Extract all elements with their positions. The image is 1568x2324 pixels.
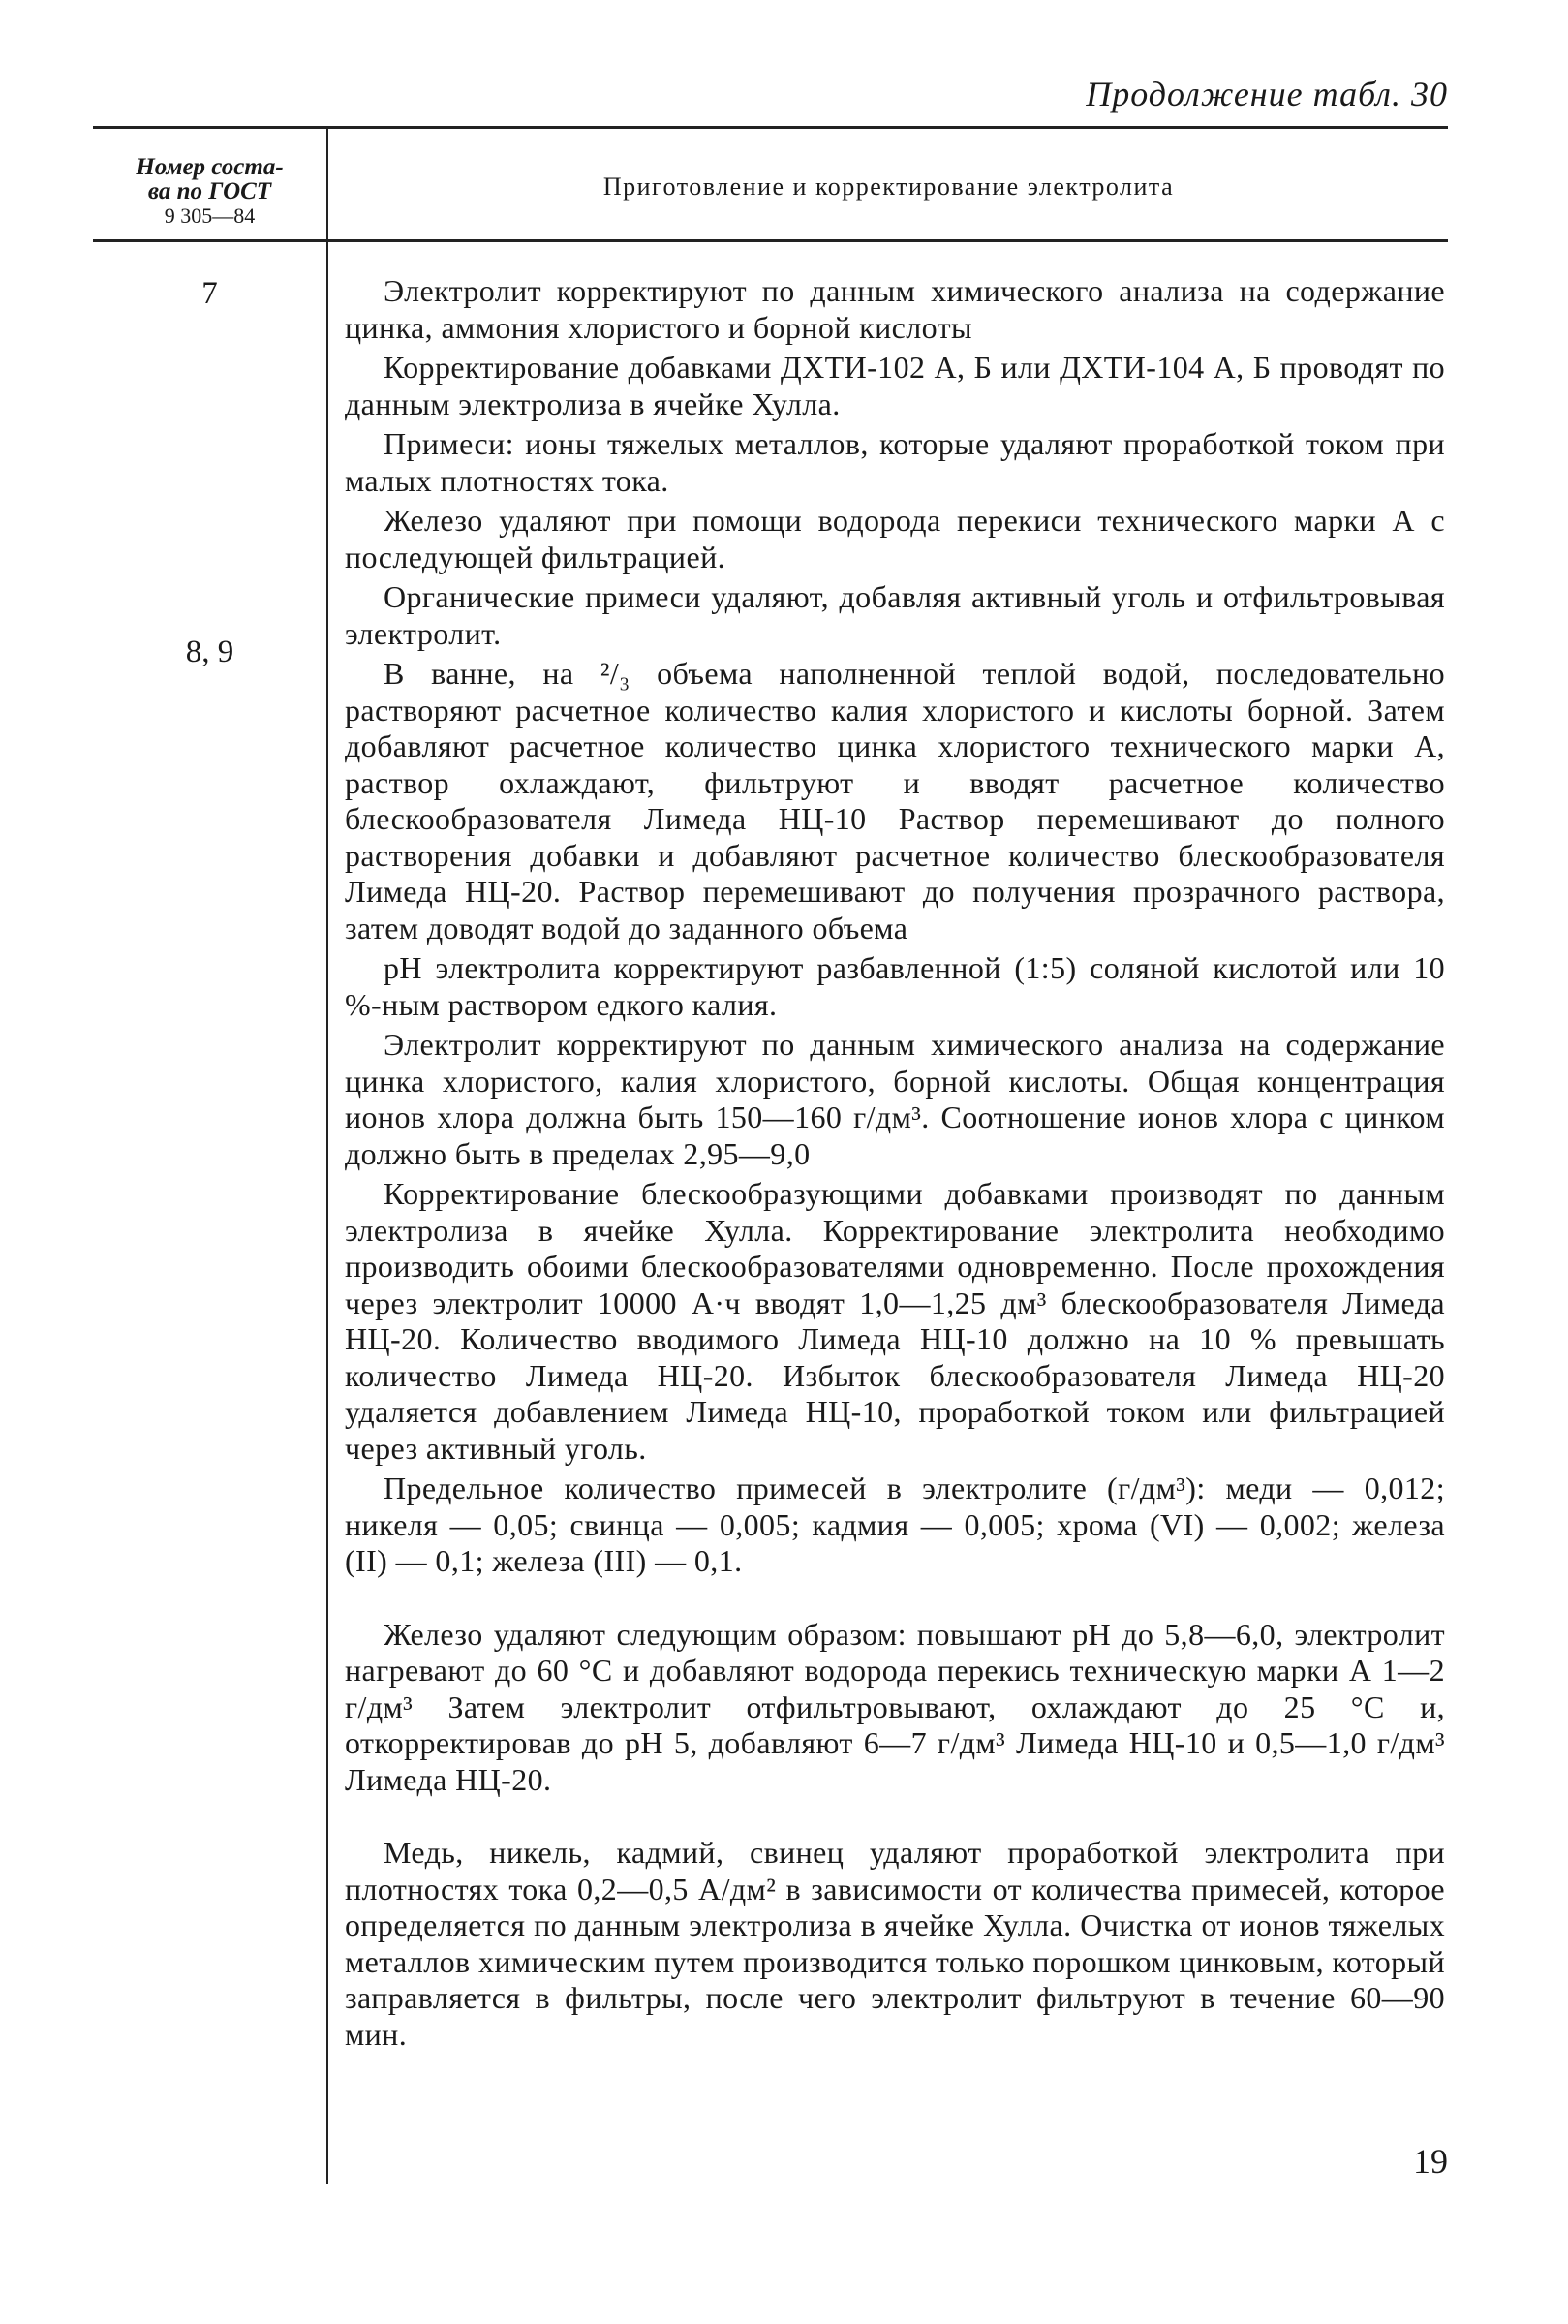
column-header-composition-number bbox=[93, 155, 326, 228]
paragraph: Железо удаляют при помощи водорода перекиси технического марки А с последующей фильтрацией. bbox=[345, 503, 1445, 574]
paragraph: Органические примеси удаляют, добавляя активный уголь и отфильтровывая электролит. bbox=[345, 579, 1445, 651]
header-column-divider bbox=[326, 128, 328, 239]
paragraph: Электролит корректируют по данным химического анализа на содержание цинка хлористого, калия хлористого, борной кислоты. Общая концентрация ионов хлора должна быть 150—160 г/дм³. Соотношение ионов хлора с цинком должно быть в пределах 2,95—9,0 bbox=[345, 1027, 1445, 1171]
paragraph: Корректирование блескообразующими добавками производят по данным электролиза в ячейке Хулла. Корректирование электролита необходимо производить обоими блескообразователями одновременно. После прохождения через электролит 10000 А·ч вводят 1,0—1,25 дм³ блескообразователя Лимеда НЦ-20. Количество вводимого Лимеда НЦ-10 должно на 10 % превышать количество Лимеда НЦ-20. Избыток блескообразователя Лимеда НЦ-20 удаляется добавлением Лимеда НЦ-10, проработкой током или фильтрацией через активный уголь. bbox=[345, 1176, 1445, 1466]
body-column-divider bbox=[326, 240, 328, 2184]
page-number: 19 bbox=[1413, 2142, 1448, 2181]
table-continuation-title: Продолжение табл. 30 bbox=[1086, 75, 1448, 113]
paragraph: Корректирование добавками ДХТИ-102 А, Б или ДХТИ-104 А, Б проводят по данным электролиза в ячейке Хулла. bbox=[345, 350, 1445, 421]
column-header-preparation: Приготовление и корректирование электролита bbox=[602, 172, 1175, 201]
header-bottom-rule bbox=[93, 239, 1448, 242]
preparation-text bbox=[345, 273, 1445, 2057]
paragraph: pH электролита корректируют разбавленной (1:5) соляной кислотой или 10 %-ным раствором едкого калия. bbox=[345, 950, 1445, 1022]
column-header-line: ва по ГОСТ bbox=[147, 178, 272, 204]
row-number-7: 7 bbox=[201, 276, 218, 311]
paragraph: Медь, никель, кадмий, свинец удаляют проработкой электролита при плотностях тока 0,2—0,5 А/дм² в зависимости от количества примесей, которое определяется по данным электролиза в ячейке Хулла. Очистка от ионов тяжелых металлов химическим путем производится только порошком цинковым, который заправляется в фильтры, после чего электролит фильтруют в течение 60—90 мин. bbox=[345, 1835, 1445, 2052]
row-number-8-9: 8, 9 bbox=[185, 635, 234, 669]
paragraph: Электролит корректируют по данным химического анализа на содержание цинка, аммония хлористого и борной кислоты bbox=[345, 273, 1445, 345]
column-header-line: Номер соста- bbox=[136, 154, 284, 180]
column-header-line: 9 305—84 bbox=[164, 203, 256, 228]
paragraph: В ванне, на ²/₃ объема наполненной теплой водой, последовательно растворяют расчетное количество калия хлористого и кислоты борной. Затем добавляют расчетное количество цинка хлористого технического марки А, раствор охлаждают, фильтруют и вводят расчетное количество блескообразователя Лимеда НЦ-10 Раствор перемешивают до полного растворения добавки и добавляют расчетное количество блескообразователя Лимеда НЦ-20. Раствор перемешивают до получения прозрачного раствора, затем доводят водой до заданного объема bbox=[345, 656, 1445, 945]
paragraph: Железо удаляют следующим образом: повышают pH до 5,8—6,0, электролит нагревают до 60 °С и добавляют водорода перекись техническую марки А 1—2 г/дм³ Затем электролит отфильтровывают, охлаждают до 25 °С и, откорректировав до pH 5, добавляют 6—7 г/дм³ Лимеда НЦ-10 и 0,5—1,0 г/дм³ Лимеда НЦ-20. bbox=[345, 1616, 1445, 1797]
paragraph: Примеси: ионы тяжелых металлов, которые удаляют проработкой током при малых плотностях тока. bbox=[345, 426, 1445, 498]
paragraph: Предельное количество примесей в электролите (г/дм³): меди — 0,012; никеля — 0,05; свинца — 0,005; кадмия — 0,005; хрома (VI) — 0,002; железа (II) — 0,1; железа (III) — 0,1. bbox=[345, 1471, 1445, 1578]
table-top-rule bbox=[93, 126, 1448, 129]
